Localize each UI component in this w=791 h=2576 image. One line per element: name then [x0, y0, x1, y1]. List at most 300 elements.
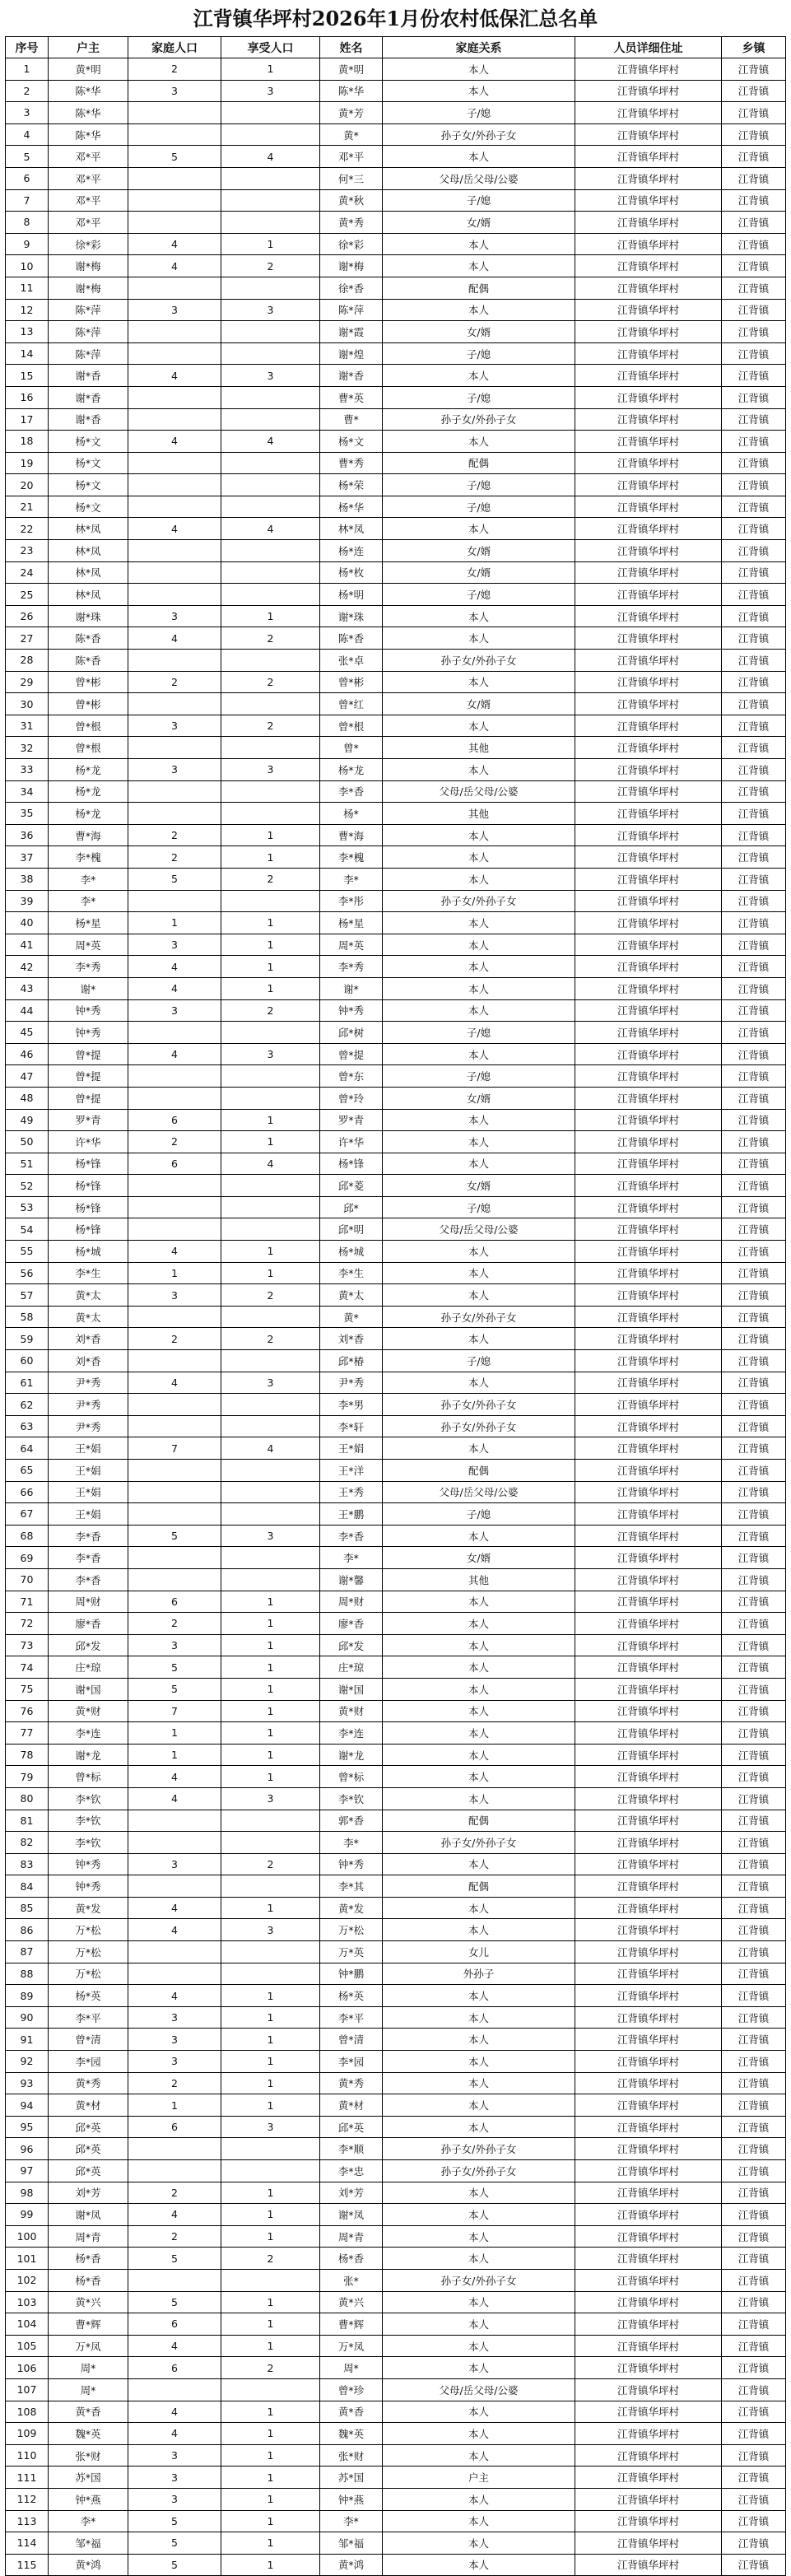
cell-family-size [128, 102, 221, 124]
cell-householder: 尹*秀 [49, 1394, 128, 1416]
table-row [6, 496, 786, 518]
cell-householder: 杨*文 [49, 474, 128, 496]
cell-township: 江背镇 [722, 2423, 786, 2445]
table-row [6, 2160, 786, 2182]
cell-relation: 本人 [383, 233, 575, 255]
cell-householder: 黄*秀 [49, 2072, 128, 2094]
cell-township: 江背镇 [722, 584, 786, 606]
cell-index: 112 [6, 2488, 49, 2510]
cell-name: 杨*荣 [320, 474, 383, 496]
cell-family-size [128, 212, 221, 234]
cell-name: 曾*珍 [320, 2378, 383, 2401]
cell-family-size: 6 [128, 2116, 221, 2138]
cell-beneficiaries: 1 [221, 1985, 320, 2007]
table-row [6, 408, 786, 431]
cell-address: 江背镇华坪村 [575, 321, 722, 343]
header-householder: 户主 [49, 37, 128, 58]
cell-relation: 本人 [383, 2401, 575, 2423]
cell-householder: 李* [49, 890, 128, 912]
cell-address: 江背镇华坪村 [575, 299, 722, 321]
cell-beneficiaries: 2 [221, 2357, 320, 2379]
cell-address: 江背镇华坪村 [575, 890, 722, 912]
cell-address: 江背镇华坪村 [575, 146, 722, 168]
cell-index: 55 [6, 1241, 49, 1263]
cell-address: 江背镇华坪村 [575, 1897, 722, 1919]
cell-township: 江背镇 [722, 1109, 786, 1131]
cell-relation: 本人 [383, 518, 575, 540]
cell-address: 江背镇华坪村 [575, 58, 722, 81]
cell-address: 江背镇华坪村 [575, 1372, 722, 1394]
cell-index: 73 [6, 1634, 49, 1656]
cell-relation: 本人 [383, 1241, 575, 1263]
cell-name: 杨*星 [320, 912, 383, 934]
table-row [6, 1613, 786, 1635]
cell-address: 江背镇华坪村 [575, 80, 722, 102]
cell-beneficiaries: 3 [221, 1372, 320, 1394]
cell-township: 江背镇 [722, 1372, 786, 1394]
cell-township: 江背镇 [722, 2138, 786, 2160]
cell-family-size [128, 189, 221, 212]
cell-householder: 曾*根 [49, 715, 128, 737]
table-row [6, 715, 786, 737]
cell-family-size: 5 [128, 1678, 221, 1700]
cell-township: 江背镇 [722, 2488, 786, 2510]
cell-address: 江背镇华坪村 [575, 1525, 722, 1547]
table-row [6, 868, 786, 890]
cell-beneficiaries [221, 803, 320, 825]
cell-beneficiaries [221, 1568, 320, 1591]
cell-township: 江背镇 [722, 2182, 786, 2204]
table-row [6, 1175, 786, 1197]
cell-householder: 尹*秀 [49, 1372, 128, 1394]
table-row [6, 1897, 786, 1919]
table-row [6, 1437, 786, 1460]
cell-name: 李*其 [320, 1875, 383, 1898]
table-row [6, 2051, 786, 2073]
cell-name: 杨*英 [320, 1985, 383, 2007]
cell-name: 钟*秀 [320, 1853, 383, 1875]
cell-index: 72 [6, 1613, 49, 1635]
cell-address: 江背镇华坪村 [575, 1591, 722, 1613]
cell-relation: 本人 [383, 1985, 575, 2007]
cell-family-size [128, 1065, 221, 1088]
cell-township: 江背镇 [722, 1919, 786, 1941]
cell-index: 70 [6, 1568, 49, 1591]
cell-householder: 钟*燕 [49, 2488, 128, 2510]
cell-township: 江背镇 [722, 1394, 786, 1416]
table-row [6, 999, 786, 1022]
table-row [6, 671, 786, 693]
cell-name: 杨*明 [320, 584, 383, 606]
cell-beneficiaries: 3 [221, 365, 320, 387]
cell-householder: 杨*文 [49, 431, 128, 453]
cell-relation: 本人 [383, 1153, 575, 1175]
cell-family-size: 4 [128, 977, 221, 999]
table-row [6, 584, 786, 606]
cell-address: 江背镇华坪村 [575, 2488, 722, 2510]
cell-township: 江背镇 [722, 2029, 786, 2051]
cell-beneficiaries: 3 [221, 299, 320, 321]
cell-name: 李*彤 [320, 890, 383, 912]
table-row [6, 1153, 786, 1175]
cell-address: 江背镇华坪村 [575, 1744, 722, 1766]
cell-address: 江背镇华坪村 [575, 2138, 722, 2160]
cell-index: 109 [6, 2423, 49, 2445]
cell-index: 4 [6, 123, 49, 146]
cell-name: 何*三 [320, 167, 383, 189]
cell-township: 江背镇 [722, 1306, 786, 1328]
cell-householder: 王*娟 [49, 1460, 128, 1482]
cell-family-size: 5 [128, 146, 221, 168]
cell-township: 江背镇 [722, 1787, 786, 1810]
cell-township: 江背镇 [722, 189, 786, 212]
cell-householder: 李*平 [49, 2006, 128, 2029]
cell-relation: 本人 [383, 2335, 575, 2357]
cell-householder: 曾*提 [49, 1087, 128, 1109]
cell-address: 江背镇华坪村 [575, 1262, 722, 1284]
cell-beneficiaries [221, 780, 320, 803]
cell-householder: 邓*平 [49, 167, 128, 189]
cell-name: 王*秀 [320, 1481, 383, 1503]
cell-beneficiaries: 1 [221, 1744, 320, 1766]
cell-address: 江背镇华坪村 [575, 474, 722, 496]
table-row [6, 1415, 786, 1437]
cell-householder: 杨*锋 [49, 1218, 128, 1241]
cell-name: 谢*珠 [320, 605, 383, 627]
table-row [6, 2072, 786, 2094]
cell-address: 江背镇华坪村 [575, 452, 722, 474]
header-name: 姓名 [320, 37, 383, 58]
cell-address: 江背镇华坪村 [575, 759, 722, 781]
cell-relation: 孙子女/外孙子女 [383, 1306, 575, 1328]
cell-name: 曾*红 [320, 693, 383, 715]
cell-householder: 曾*彬 [49, 693, 128, 715]
cell-beneficiaries: 1 [221, 2554, 320, 2576]
cell-name: 李*钦 [320, 1787, 383, 1810]
cell-address: 江背镇华坪村 [575, 1437, 722, 1460]
cell-township: 江背镇 [722, 2248, 786, 2270]
cell-index: 51 [6, 1153, 49, 1175]
table-row [6, 474, 786, 496]
cell-relation: 本人 [383, 912, 575, 934]
cell-index: 31 [6, 715, 49, 737]
cell-family-size [128, 1460, 221, 1482]
table-row [6, 890, 786, 912]
cell-relation: 其他 [383, 737, 575, 759]
table-row [6, 1022, 786, 1044]
cell-address: 江背镇华坪村 [575, 671, 722, 693]
cell-township: 江背镇 [722, 1218, 786, 1241]
cell-name: 万*凤 [320, 2335, 383, 2357]
cell-beneficiaries: 3 [221, 80, 320, 102]
cell-township: 江背镇 [722, 715, 786, 737]
cell-name: 曾*玲 [320, 1087, 383, 1109]
cell-householder: 杨*英 [49, 1985, 128, 2007]
table-row [6, 605, 786, 627]
cell-householder: 王*娟 [49, 1503, 128, 1526]
cell-address: 江背镇华坪村 [575, 2510, 722, 2532]
cell-householder: 苏*国 [49, 2467, 128, 2489]
cell-relation: 本人 [383, 2313, 575, 2336]
cell-address: 江背镇华坪村 [575, 1722, 722, 1745]
cell-relation: 本人 [383, 1284, 575, 1307]
cell-township: 江背镇 [722, 2072, 786, 2094]
cell-beneficiaries: 1 [221, 1241, 320, 1263]
table-row [6, 1241, 786, 1263]
cell-township: 江背镇 [722, 2357, 786, 2379]
cell-family-size: 2 [128, 1131, 221, 1153]
cell-family-size: 5 [128, 868, 221, 890]
cell-name: 邱*菱 [320, 1175, 383, 1197]
cell-name: 陈*萍 [320, 299, 383, 321]
cell-township: 江背镇 [722, 1963, 786, 1985]
cell-address: 江背镇华坪村 [575, 2554, 722, 2576]
cell-name: 万*松 [320, 1919, 383, 1941]
cell-township: 江背镇 [722, 255, 786, 277]
cell-householder: 周*财 [49, 1591, 128, 1613]
cell-beneficiaries: 1 [221, 912, 320, 934]
cell-index: 100 [6, 2225, 49, 2248]
cell-township: 江背镇 [722, 2160, 786, 2182]
cell-name: 周*财 [320, 1591, 383, 1613]
cell-name: 黄*秀 [320, 2072, 383, 2094]
cell-family-size: 4 [128, 2204, 221, 2226]
cell-index: 85 [6, 1897, 49, 1919]
cell-beneficiaries [221, 452, 320, 474]
cell-beneficiaries: 1 [221, 2225, 320, 2248]
cell-householder: 谢*凤 [49, 2204, 128, 2226]
cell-index: 56 [6, 1262, 49, 1284]
cell-beneficiaries: 2 [221, 671, 320, 693]
cell-township: 江背镇 [722, 671, 786, 693]
cell-index: 74 [6, 1656, 49, 1679]
table-row [6, 212, 786, 234]
cell-address: 江背镇华坪村 [575, 1022, 722, 1044]
cell-relation: 本人 [383, 627, 575, 650]
cell-householder: 李*生 [49, 1262, 128, 1284]
cell-family-size: 4 [128, 1787, 221, 1810]
cell-householder: 黄*鸿 [49, 2554, 128, 2576]
cell-index: 83 [6, 1853, 49, 1875]
cell-name: 张*卓 [320, 650, 383, 672]
cell-index: 14 [6, 342, 49, 365]
cell-beneficiaries: 1 [221, 2488, 320, 2510]
table-row [6, 1503, 786, 1526]
header-address: 人员详细住址 [575, 37, 722, 58]
cell-family-size: 4 [128, 1043, 221, 1065]
cell-index: 102 [6, 2269, 49, 2291]
cell-township: 江背镇 [722, 2225, 786, 2248]
cell-relation: 孙子女/外孙子女 [383, 890, 575, 912]
cell-beneficiaries: 1 [221, 846, 320, 869]
cell-township: 江背镇 [722, 2510, 786, 2532]
cell-township: 江背镇 [722, 2051, 786, 2073]
table-row [6, 824, 786, 846]
cell-name: 黄* [320, 1306, 383, 1328]
cell-index: 68 [6, 1525, 49, 1547]
cell-householder: 杨*香 [49, 2248, 128, 2270]
cell-township: 江背镇 [722, 1591, 786, 1613]
cell-beneficiaries: 1 [221, 1131, 320, 1153]
cell-address: 江背镇华坪村 [575, 2160, 722, 2182]
cell-family-size: 3 [128, 1634, 221, 1656]
cell-name: 万*英 [320, 1941, 383, 1963]
cell-family-size [128, 1875, 221, 1898]
cell-index: 5 [6, 146, 49, 168]
cell-householder: 黄*财 [49, 1700, 128, 1722]
cell-family-size: 6 [128, 2313, 221, 2336]
cell-name: 邱*发 [320, 1634, 383, 1656]
table-row [6, 1350, 786, 1372]
cell-relation: 女儿 [383, 1941, 575, 1963]
cell-township: 江背镇 [722, 1043, 786, 1065]
cell-name: 张*财 [320, 2444, 383, 2467]
cell-householder: 黄*太 [49, 1306, 128, 1328]
cell-address: 江背镇华坪村 [575, 1853, 722, 1875]
table-row [6, 1963, 786, 1985]
cell-township: 江背镇 [722, 233, 786, 255]
cell-index: 80 [6, 1787, 49, 1810]
cell-beneficiaries: 1 [221, 2444, 320, 2467]
cell-township: 江背镇 [722, 2116, 786, 2138]
cell-householder: 谢* [49, 977, 128, 999]
cell-address: 江背镇华坪村 [575, 627, 722, 650]
cell-address: 江背镇华坪村 [575, 1043, 722, 1065]
cell-address: 江背镇华坪村 [575, 2116, 722, 2138]
table-row [6, 977, 786, 999]
cell-relation: 子/媳 [383, 342, 575, 365]
cell-address: 江背镇华坪村 [575, 518, 722, 540]
cell-householder: 黄*明 [49, 58, 128, 81]
table-row [6, 1218, 786, 1241]
cell-name: 谢*梅 [320, 255, 383, 277]
cell-index: 17 [6, 408, 49, 431]
cell-family-size [128, 2378, 221, 2401]
cell-relation: 女/婿 [383, 1547, 575, 1569]
cell-relation: 本人 [383, 605, 575, 627]
cell-beneficiaries [221, 1460, 320, 1482]
cell-family-size [128, 584, 221, 606]
table-row [6, 1525, 786, 1547]
cell-index: 32 [6, 737, 49, 759]
cell-name: 黄*芳 [320, 102, 383, 124]
cell-beneficiaries [221, 1941, 320, 1963]
cell-name: 谢*霞 [320, 321, 383, 343]
cell-family-size: 3 [128, 2051, 221, 2073]
cell-beneficiaries: 1 [221, 1591, 320, 1613]
cell-name: 王*鹏 [320, 1503, 383, 1526]
cell-beneficiaries: 1 [221, 824, 320, 846]
cell-beneficiaries [221, 102, 320, 124]
cell-beneficiaries [221, 561, 320, 584]
table-row [6, 123, 786, 146]
cell-index: 34 [6, 780, 49, 803]
table-row [6, 299, 786, 321]
cell-beneficiaries: 1 [221, 2313, 320, 2336]
cell-address: 江背镇华坪村 [575, 2182, 722, 2204]
cell-address: 江背镇华坪村 [575, 584, 722, 606]
cell-township: 江背镇 [722, 2269, 786, 2291]
cell-address: 江背镇华坪村 [575, 605, 722, 627]
table-row [6, 1568, 786, 1591]
cell-name: 杨*连 [320, 540, 383, 562]
cell-relation: 孙子女/外孙子女 [383, 408, 575, 431]
cell-index: 8 [6, 212, 49, 234]
cell-index: 26 [6, 605, 49, 627]
cell-beneficiaries: 4 [221, 1153, 320, 1175]
cell-address: 江背镇华坪村 [575, 956, 722, 978]
cell-name: 陈*华 [320, 80, 383, 102]
table-row [6, 1919, 786, 1941]
table-row [6, 2225, 786, 2248]
cell-beneficiaries: 1 [221, 1656, 320, 1679]
cell-township: 江背镇 [722, 1087, 786, 1109]
cell-index: 101 [6, 2248, 49, 2270]
cell-name: 杨*香 [320, 2248, 383, 2270]
cell-address: 江背镇华坪村 [575, 693, 722, 715]
cell-index: 91 [6, 2029, 49, 2051]
cell-relation: 本人 [383, 1678, 575, 1700]
cell-index: 21 [6, 496, 49, 518]
table-row [6, 2378, 786, 2401]
cell-family-size [128, 1022, 221, 1044]
cell-index: 111 [6, 2467, 49, 2489]
cell-index: 43 [6, 977, 49, 999]
cell-index: 10 [6, 255, 49, 277]
cell-family-size: 3 [128, 1284, 221, 1307]
cell-name: 曾*提 [320, 1043, 383, 1065]
table-row [6, 277, 786, 299]
cell-family-size [128, 737, 221, 759]
cell-family-size [128, 321, 221, 343]
cell-family-size [128, 2269, 221, 2291]
cell-family-size: 4 [128, 956, 221, 978]
cell-address: 江背镇华坪村 [575, 1787, 722, 1810]
cell-family-size: 2 [128, 1328, 221, 1350]
cell-relation: 孙子女/外孙子女 [383, 2138, 575, 2160]
cell-address: 江背镇华坪村 [575, 102, 722, 124]
cell-address: 江背镇华坪村 [575, 1985, 722, 2007]
cell-name: 刘*芳 [320, 2182, 383, 2204]
cell-name: 谢* [320, 977, 383, 999]
cell-family-size: 3 [128, 605, 221, 627]
cell-township: 江背镇 [722, 1568, 786, 1591]
cell-family-size: 5 [128, 2291, 221, 2313]
header-row [6, 37, 786, 58]
cell-township: 江背镇 [722, 58, 786, 81]
cell-index: 49 [6, 1109, 49, 1131]
table-row [6, 1678, 786, 1700]
cell-index: 81 [6, 1810, 49, 1832]
cell-beneficiaries: 4 [221, 518, 320, 540]
cell-beneficiaries: 2 [221, 627, 320, 650]
cell-name: 周*英 [320, 934, 383, 956]
cell-address: 江背镇华坪村 [575, 2467, 722, 2489]
cell-address: 江背镇华坪村 [575, 1832, 722, 1854]
cell-beneficiaries: 1 [221, 2467, 320, 2489]
cell-township: 江背镇 [722, 1613, 786, 1635]
cell-relation: 女/婿 [383, 540, 575, 562]
cell-address: 江背镇华坪村 [575, 1613, 722, 1635]
cell-beneficiaries: 4 [221, 146, 320, 168]
cell-address: 江背镇华坪村 [575, 2225, 722, 2248]
header-family-size: 家庭人口 [128, 37, 221, 58]
cell-index: 20 [6, 474, 49, 496]
cell-address: 江背镇华坪村 [575, 2444, 722, 2467]
cell-address: 江背镇华坪村 [575, 650, 722, 672]
table-row [6, 912, 786, 934]
table-row [6, 1065, 786, 1088]
